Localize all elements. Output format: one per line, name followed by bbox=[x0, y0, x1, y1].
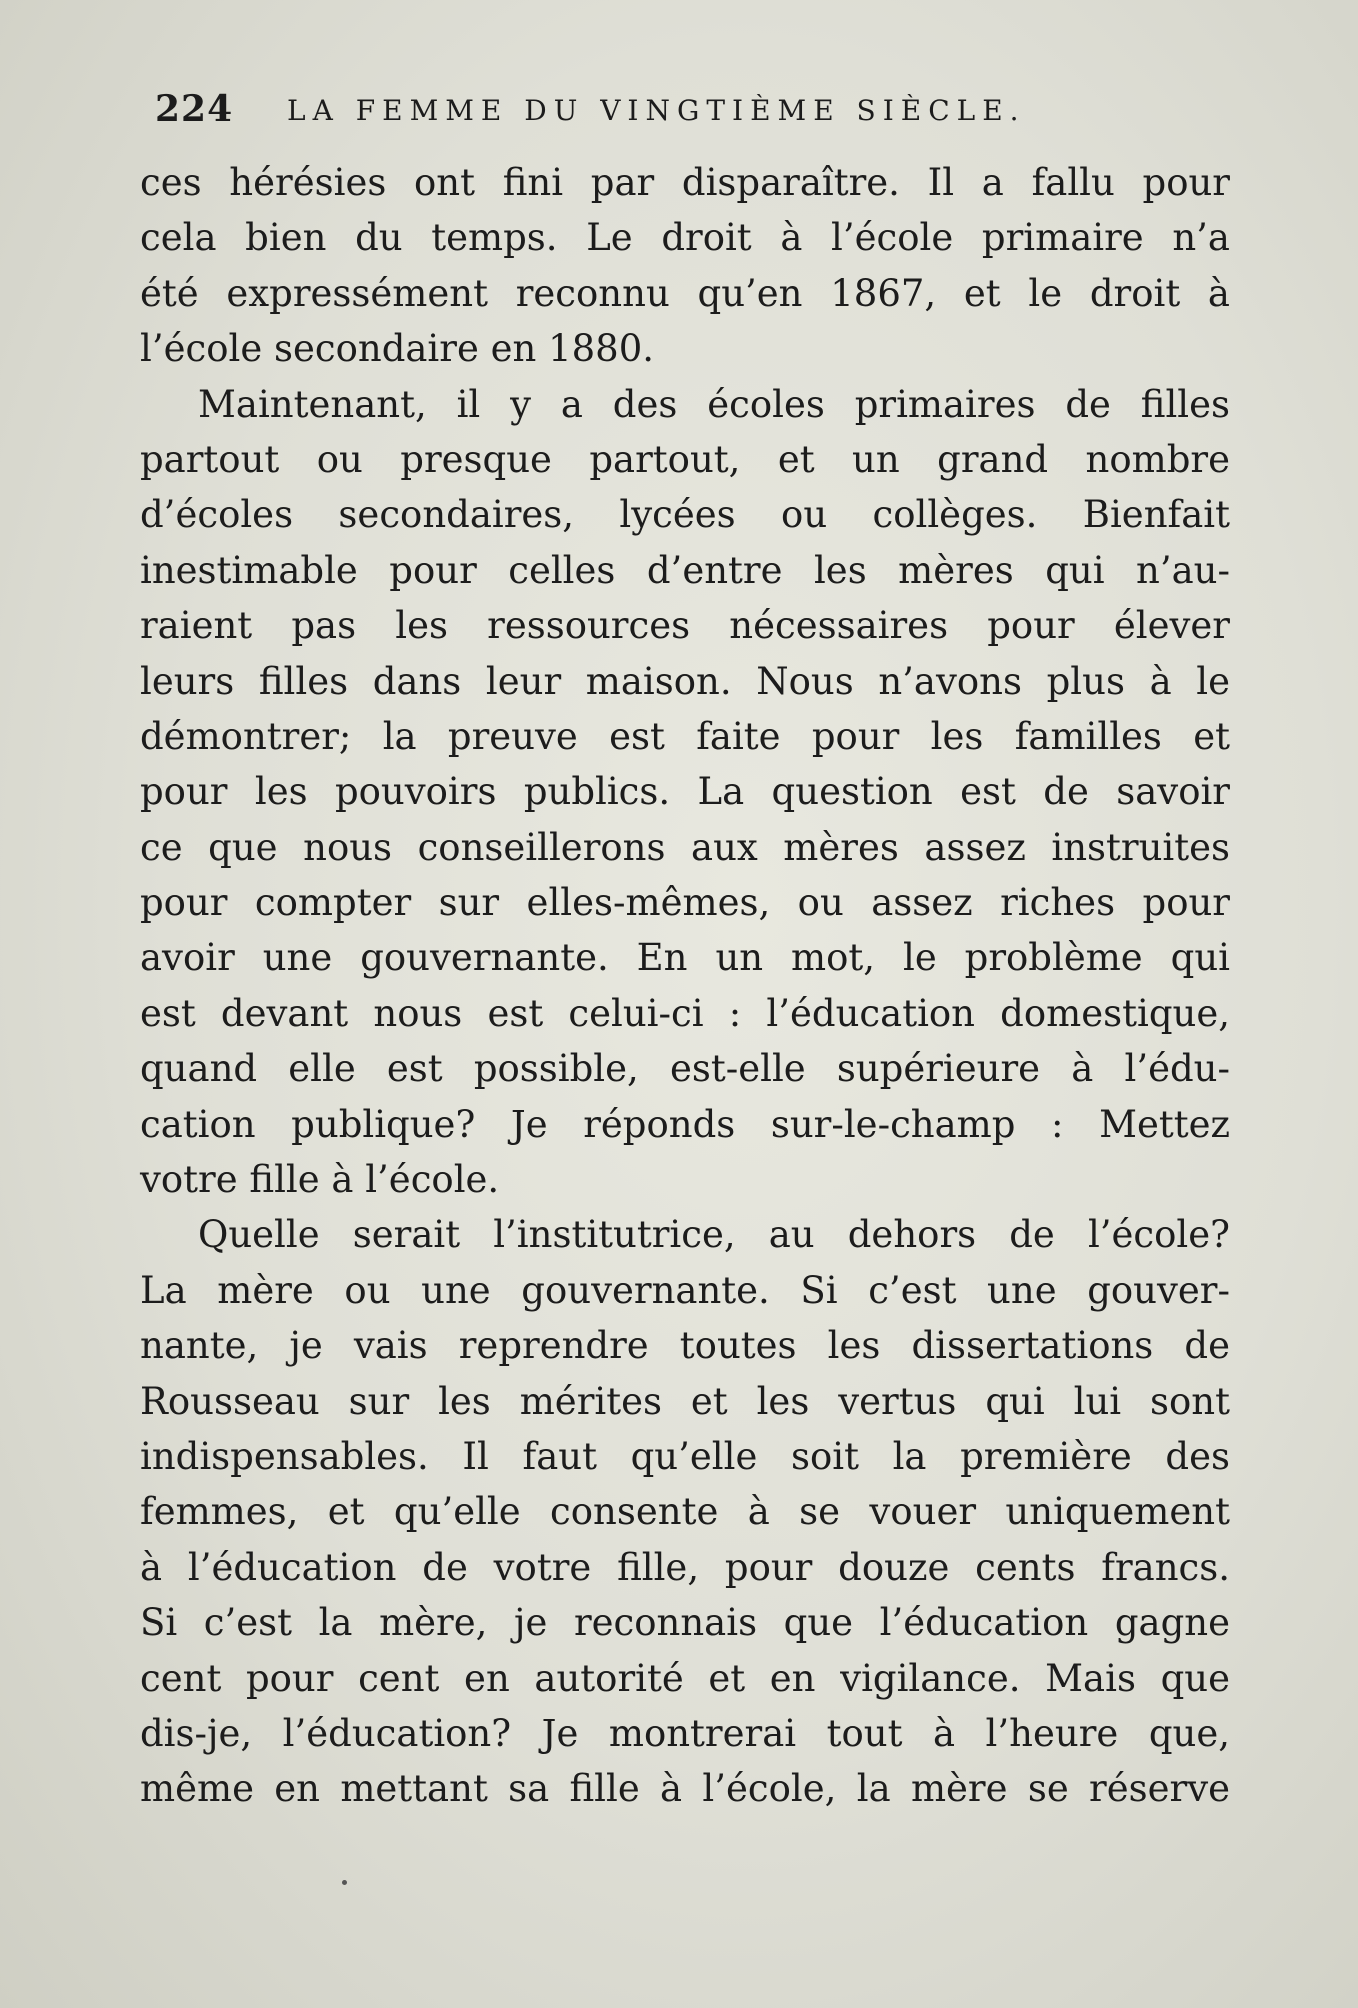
text-line: l’école secondaire en 1880. bbox=[140, 327, 655, 371]
paper-speck bbox=[342, 1880, 347, 1885]
text-line: inestimable pour celles d’entre les mères qui n’au- bbox=[140, 548, 1230, 592]
text-line: cation publique? Je réponds sur-le-champ : Mettez bbox=[140, 1102, 1230, 1146]
paragraph-1 bbox=[140, 155, 1230, 377]
text-line: indispensables. Il faut qu’elle soit la première des bbox=[140, 1434, 1230, 1478]
text-line: Maintenant, il y a des écoles primaires de filles bbox=[198, 382, 1230, 426]
body-text bbox=[140, 155, 1230, 1817]
text-line: pour compter sur elles-mêmes, ou assez riches pour bbox=[140, 881, 1230, 925]
text-line: été expressément reconnu qu’en 1867, et le droit à bbox=[140, 271, 1230, 315]
paragraph-3 bbox=[140, 1207, 1230, 1816]
text-line: cent pour cent en autorité et en vigilance. Mais que bbox=[140, 1656, 1230, 1700]
text-line: dis-je, l’éducation? Je montrerai tout à l’heure que, bbox=[140, 1711, 1230, 1755]
page-header bbox=[155, 88, 1125, 138]
text-line: nante, je vais reprendre toutes les dissertations de bbox=[140, 1324, 1230, 1368]
text-line: démontrer; la preuve est faite pour les familles et bbox=[140, 714, 1230, 758]
text-line: votre fille à l’école. bbox=[140, 1158, 500, 1202]
text-line: pour les pouvoirs publics. La question est de savoir bbox=[140, 770, 1230, 814]
text-line: raient pas les ressources nécessaires pour élever bbox=[140, 604, 1230, 648]
running-title: LA FEMME DU VINGTIÈME SIÈCLE. bbox=[287, 94, 1026, 127]
page-number: 224 bbox=[155, 88, 234, 130]
text-line: leurs filles dans leur maison. Nous n’avons plus à le bbox=[140, 659, 1230, 703]
text-line: même en mettant sa fille à l’école, la mère se réserve bbox=[140, 1767, 1230, 1811]
text-line: à l’éducation de votre fille, pour douze cents francs. bbox=[140, 1545, 1230, 1589]
text-line: femmes, et qu’elle consente à se vouer uniquement bbox=[140, 1490, 1230, 1534]
text-line: cela bien du temps. Le droit à l’école primaire n’a bbox=[140, 216, 1230, 260]
text-line: Si c’est la mère, je reconnais que l’éducation gagne bbox=[140, 1601, 1230, 1645]
text-line: d’écoles secondaires, lycées ou collèges. Bienfait bbox=[140, 493, 1230, 537]
text-line: avoir une gouvernante. En un mot, le problème qui bbox=[140, 936, 1230, 980]
text-line: partout ou presque partout, et un grand nombre bbox=[140, 437, 1230, 481]
text-line: quand elle est possible, est-elle supérieure à l’édu- bbox=[140, 1047, 1230, 1091]
text-line: La mère ou une gouvernante. Si c’est une gouver- bbox=[140, 1268, 1230, 1312]
text-line: Rousseau sur les mérites et les vertus qui lui sont bbox=[140, 1379, 1230, 1423]
text-line: ces hérésies ont fini par disparaître. Il a fallu pour bbox=[140, 161, 1230, 204]
paragraph-2 bbox=[140, 377, 1230, 1208]
text-line: Quelle serait l’institutrice, au dehors de l’école? bbox=[198, 1213, 1230, 1257]
text-line: est devant nous est celui-ci : l’éducation domestique, bbox=[140, 991, 1230, 1035]
text-line: ce que nous conseillerons aux mères assez instruites bbox=[140, 825, 1230, 869]
